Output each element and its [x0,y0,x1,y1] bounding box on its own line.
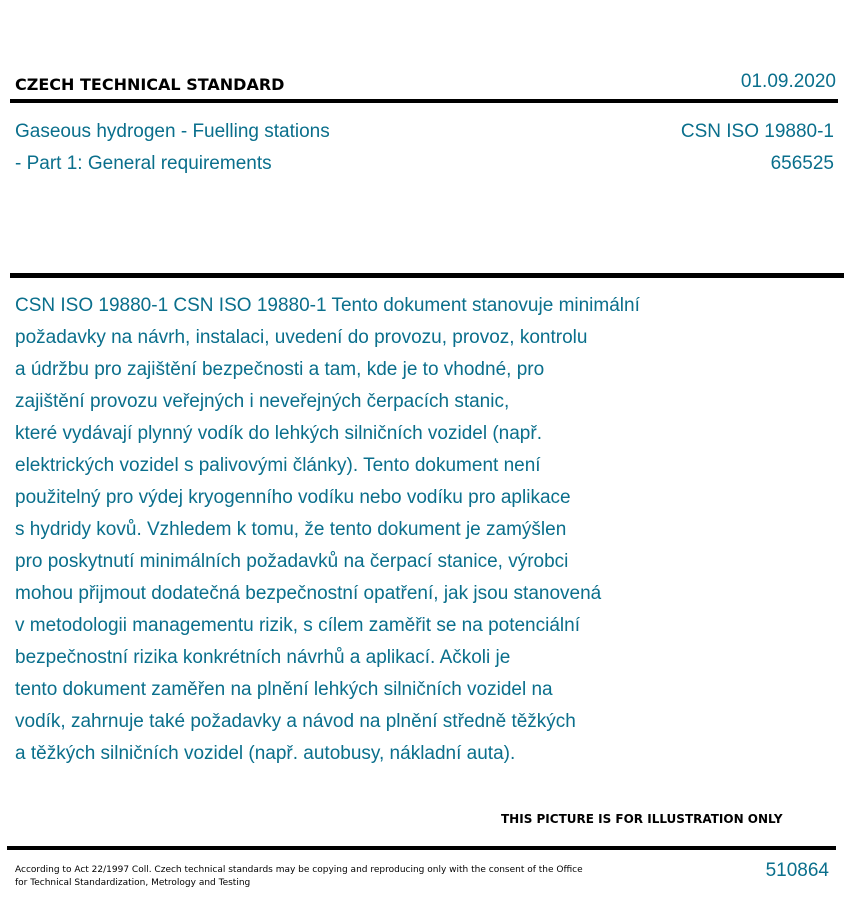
abstract-line: pro poskytnutí minimálních požadavků na čerpací stanice, výrobci [15,551,569,572]
abstract-line: elektrických vozidel s palivovými články). Tento dokument není [15,455,541,476]
header-divider [10,99,838,103]
abstract-line: které vydávají plynný vodík do lehkých silničních vozidel (např. [15,423,542,444]
abstract-line: tento dokument zaměřen na plnění lehkých silničních vozidel na [15,679,553,700]
document-title [15,116,330,180]
section-divider [10,273,844,278]
standard-type-label: CZECH TECHNICAL STANDARD [15,75,285,94]
abstract-line: zajištění provozu veřejných i neveřejných čerpacích stanic, [15,391,510,412]
catalog-number: 656525 [770,153,834,174]
footer-divider [7,846,836,850]
abstract-line: požadavky na návrh, instalaci, uvedení do provozu, provoz, kontrolu [15,327,588,348]
abstract-line: bezpečnostní rizika konkrétních návrhů a aplikací. Ačkoli je [15,647,511,668]
abstract-line: použitelný pro výdej kryogenního vodíku nebo vodíku pro aplikace [15,487,571,508]
abstract-line: s hydridy kovů. Vzhledem k tomu, že tento dokument je zamýšlen [15,519,567,540]
document-title-line: - Part 1: General requirements [15,153,272,174]
abstract-line: a údržbu pro zajištění bezpečnosti a tam, kde je to vhodné, pro [15,359,545,380]
document-codes [681,116,834,180]
legal-notice-line: for Technical Standardization, Metrology and Testing [15,878,251,888]
legal-notice-line: According to Act 22/1997 Coll. Czech technical standards may be copying and reproducing only with the consent of the Office [15,865,583,875]
footer-number: 510864 [765,860,829,881]
abstract-line: a těžkých silničních vozidel (např. autobusy, nákladní auta). [15,743,516,764]
abstract-line: mohou přijmout dodatečná bezpečnostní opatření, jak jsou stanovená [15,583,602,604]
abstract-line: CSN ISO 19880-1 CSN ISO 19880-1 Tento dokument stanovuje minimální [15,295,640,316]
standard-code: CSN ISO 19880-1 [680,121,834,142]
abstract-text [15,290,775,770]
document-title-line: Gaseous hydrogen - Fuelling stations [15,121,330,142]
legal-notice [15,864,583,890]
illustration-disclaimer: THIS PICTURE IS FOR ILLUSTRATION ONLY [501,812,783,826]
publication-date: 01.09.2020 [740,71,836,92]
abstract-line: v metodologii managementu rizik, s cílem zaměřit se na potenciální [15,615,580,636]
abstract-line: vodík, zahrnuje také požadavky a návod na plnění středně těžkých [15,711,576,732]
